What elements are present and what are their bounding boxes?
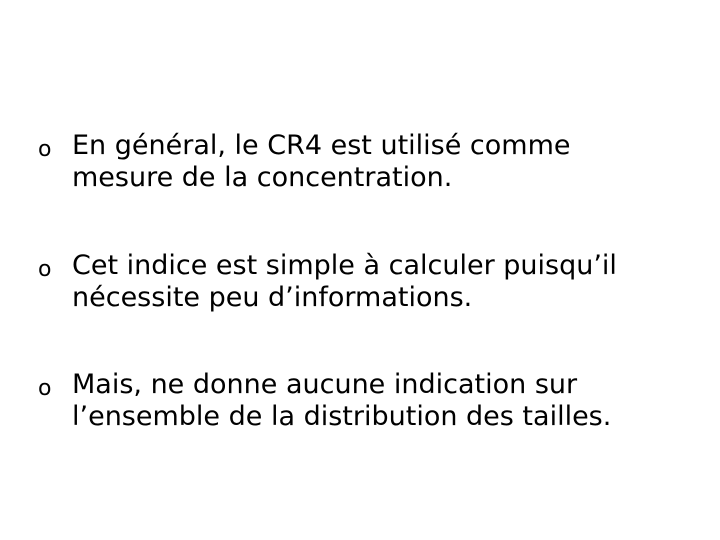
bullet-text-line: nécessite peu d’informations. [72, 282, 473, 313]
bullet-text-line: En général, le CR4 est utilisé comme [72, 130, 571, 161]
bullet-item-1 [38, 130, 698, 194]
bullet-text-line: Mais, ne donne aucune indication sur [72, 369, 578, 400]
bullet-marker: o [38, 376, 52, 401]
bullet-text-line: l’ensemble de la distribution des tailles. [72, 401, 612, 432]
bullet-item-3 [38, 369, 698, 433]
bullet-item-2 [38, 250, 698, 314]
bullet-marker: o [38, 137, 52, 162]
bullet-marker: o [38, 257, 52, 282]
bullet-text-line: mesure de la concentration. [72, 162, 453, 193]
bullet-text-line: Cet indice est simple à calculer puisqu’il [72, 250, 617, 281]
